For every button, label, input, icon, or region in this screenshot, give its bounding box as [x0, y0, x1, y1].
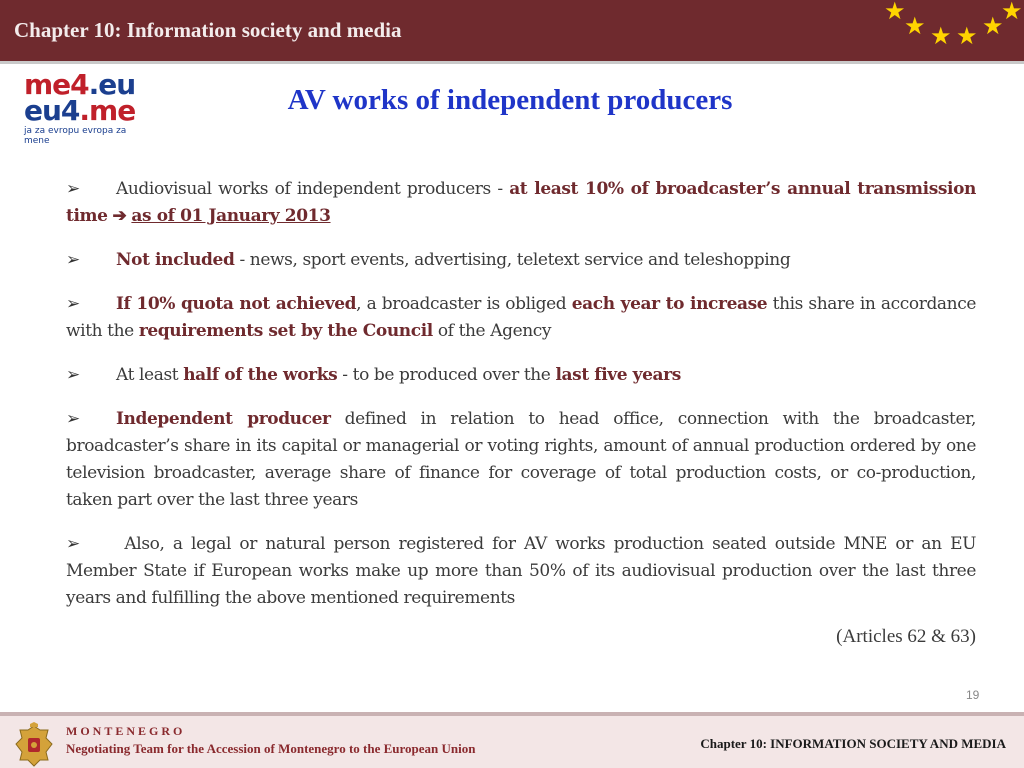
item-emphasis: Not included	[116, 250, 235, 270]
chapter-title: Chapter 10: Information society and media	[14, 18, 402, 42]
item-emphasis: at least 10% of broadcaster’s annual transmission time	[66, 179, 976, 226]
list-item	[66, 291, 976, 345]
list-item	[66, 531, 976, 612]
header-bar	[0, 0, 1024, 64]
arrow-bullet-icon: ➢	[66, 179, 80, 199]
star-icon: ★	[904, 12, 926, 40]
item-text: - to be produced over the	[337, 365, 556, 385]
footer-country: MONTENEGRO	[66, 724, 186, 738]
item-text: Audiovisual works of independent producers -	[116, 179, 510, 199]
star-icon: ★	[982, 12, 1004, 40]
me4eu-logo	[24, 68, 154, 146]
item-emphasis: If 10% quota not achieved	[116, 294, 357, 314]
footer	[0, 716, 1024, 768]
item-text: of the Agency	[432, 321, 552, 341]
item-emphasis: last five years	[555, 365, 681, 385]
arrow-bullet-icon: ➢	[66, 534, 80, 554]
item-emphasis: requirements set by the Council	[138, 321, 433, 341]
star-icon: ★	[956, 22, 978, 50]
item-text: Also, a legal or natural person registered for AV works production seated outside MNE or an EU Member State if European works make up more than 50% of its audiovisual production over the last three years and fulfilling the above mentioned requirements	[66, 534, 976, 608]
footer-team: Negotiating Team for the Accession of Montenegro to the European Union	[66, 741, 476, 756]
item-date: as of 01 January 2013	[131, 206, 331, 226]
logo-text: me4	[24, 68, 89, 101]
item-emphasis: Independent producer	[116, 409, 331, 429]
footer-chapter: Chapter 10: INFORMATION SOCIETY AND MEDIA	[700, 736, 1006, 751]
coat-of-arms-icon	[12, 722, 56, 768]
item-emphasis: each year to increase	[571, 294, 768, 314]
star-icon: ★	[1001, 0, 1023, 25]
star-icon: ★	[930, 22, 952, 50]
page-title: AV works of independent producers	[287, 84, 733, 116]
item-text: defined in relation to head office, connection with the broadcaster, broadcaster’s share in its capital or managerial or voting rights, amount of annual production ordered by one television broadcaster, average share of finance for coverage of total production costs, or co-production, taken part over the last three years	[66, 409, 976, 510]
logo-text: eu4	[24, 94, 80, 127]
arrow-bullet-icon: ➢	[66, 365, 80, 385]
logo-text: .me	[79, 94, 136, 127]
item-text: At least	[116, 365, 184, 385]
item-text: this share in accordance with the	[66, 294, 976, 341]
star-icon: ★	[884, 0, 906, 25]
bullet-list	[66, 176, 976, 629]
articles-reference: (Articles 62 & 63)	[836, 626, 976, 647]
item-emphasis: half of the works	[183, 365, 338, 385]
list-item	[66, 362, 976, 389]
logo-text: .eu	[88, 68, 136, 101]
list-item	[66, 406, 976, 514]
page-number: 19	[966, 688, 980, 702]
right-arrow-icon: ➔	[112, 206, 127, 226]
list-item	[66, 247, 976, 274]
arrow-bullet-icon: ➢	[66, 250, 80, 270]
item-text: - news, sport events, advertising, teletext service and teleshopping	[234, 250, 791, 270]
arrow-bullet-icon: ➢	[66, 294, 80, 314]
arrow-bullet-icon: ➢	[66, 409, 80, 429]
item-text: , a broadcaster is obliged	[356, 294, 572, 314]
logo-tagline: ja za evropu evropa za mene	[24, 126, 127, 146]
list-item	[66, 176, 976, 230]
